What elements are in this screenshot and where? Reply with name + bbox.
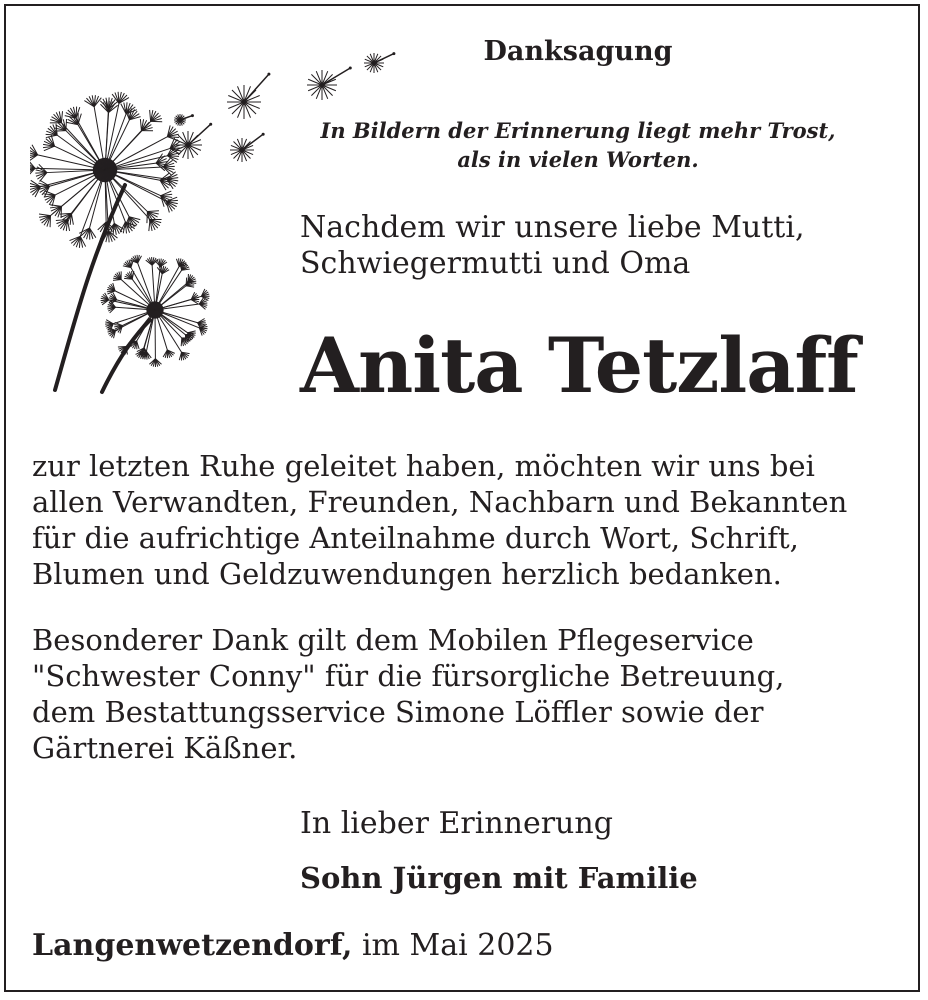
paragraph-line: Blumen und Geldzuwendungen herzlich bedanken. (32, 557, 782, 591)
intro-line: Schwiegermutti und Oma (300, 246, 691, 281)
deceased-name: Anita Tetzlaff (300, 321, 858, 410)
closing-phrase: In lieber Erinnerung (300, 806, 613, 841)
paragraph-line: Besonderer Dank gilt dem Mobilen Pflegeservice (32, 623, 754, 657)
place: Langenwetzendorf, (32, 928, 353, 963)
signature: Sohn Jürgen mit Familie (300, 861, 698, 895)
place-date (32, 924, 554, 968)
paragraph-line: dem Bestattungsservice Simone Löffler sowie der (32, 695, 764, 729)
date: im Mai 2025 (352, 928, 554, 963)
intro-line: Nachdem wir unsere liebe Mutti, (300, 210, 805, 245)
paragraph-line: "Schwester Conny" für die fürsorgliche Betreuung, (32, 659, 785, 693)
paragraph-line: für die aufrichtige Anteilnahme durch Wort, Schrift, (32, 521, 799, 555)
motto-line: In Bildern der Erinnerung liegt mehr Trost, (320, 118, 836, 143)
motto (300, 116, 856, 174)
motto-line: als in vielen Worten. (457, 147, 699, 172)
paragraph-line: Gärtnerei Käßner. (32, 731, 298, 765)
special-thanks-paragraph (32, 622, 912, 766)
paragraph-line: zur letzten Ruhe geleitet haben, möchten wir uns bei (32, 449, 815, 483)
intro-text (300, 210, 805, 282)
thanks-paragraph (32, 448, 912, 592)
paragraph-line: allen Verwandten, Freunden, Nachbarn und Bekannten (32, 485, 848, 519)
notice-heading: Danksagung (483, 36, 673, 67)
